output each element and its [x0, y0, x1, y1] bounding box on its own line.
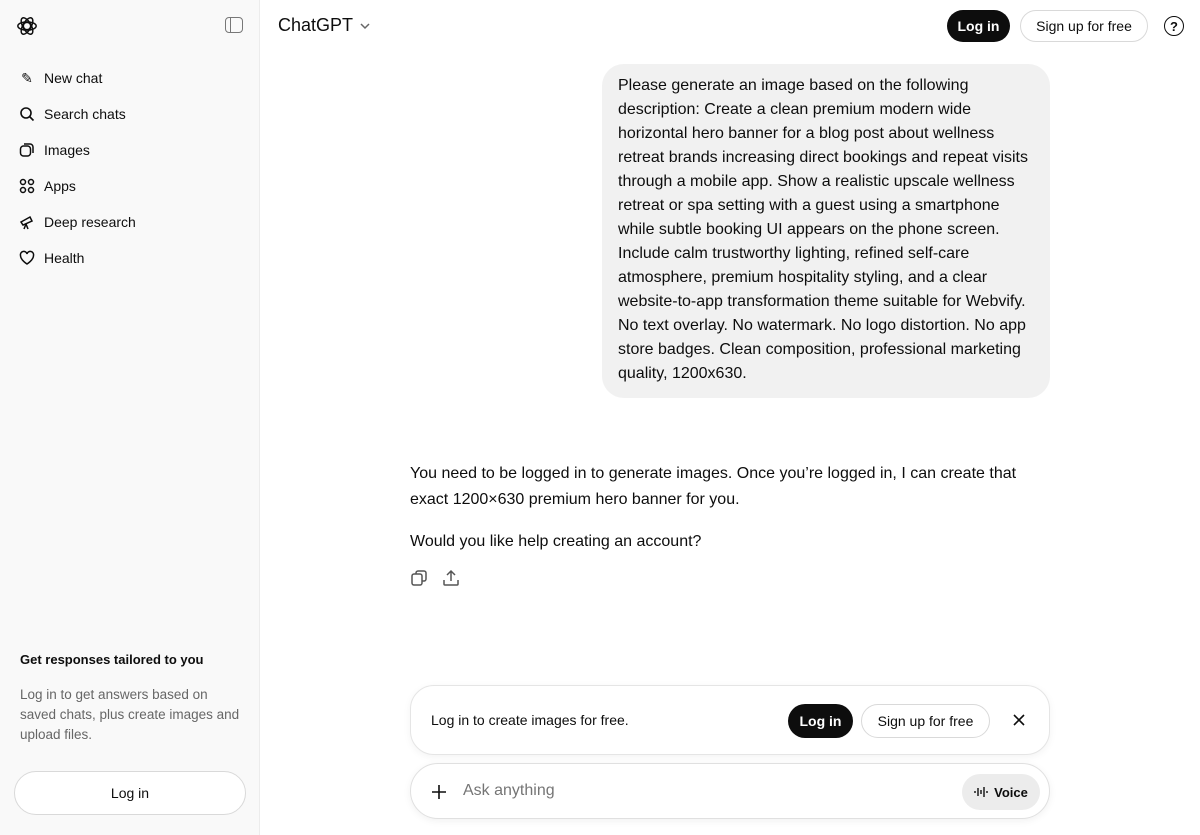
sidebar-item-label: Deep research [44, 214, 136, 230]
images-icon [18, 141, 36, 159]
share-icon[interactable] [442, 569, 460, 587]
promo-text: Log in to get answers based on saved chats, plus create images and upload files. [20, 687, 240, 742]
model-selector[interactable] [278, 15, 371, 36]
prompt-input[interactable] [463, 778, 943, 804]
help-icon[interactable]: ? [1164, 16, 1184, 36]
sidebar-item-search-chats[interactable] [8, 96, 252, 132]
search-icon [18, 105, 36, 123]
sidebar-item-apps[interactable] [8, 168, 252, 204]
telescope-icon [18, 213, 36, 231]
message-actions [410, 569, 460, 587]
voice-button[interactable] [962, 774, 1040, 810]
composer [410, 763, 1050, 819]
sidebar-nav [8, 60, 252, 276]
login-promo [20, 652, 240, 745]
sidebar-login-button[interactable]: Log in [14, 771, 246, 815]
banner-login-button[interactable]: Log in [788, 704, 853, 738]
header-login-button[interactable]: Log in [947, 10, 1010, 42]
sidebar-item-label: Health [44, 250, 85, 266]
heart-icon [18, 249, 36, 267]
edit-icon: ✎ [21, 69, 33, 86]
banner-signup-button[interactable]: Sign up for free [861, 704, 990, 738]
apps-icon [18, 177, 36, 195]
assistant-paragraph: Would you like help creating an account? [410, 533, 702, 550]
promo-title: Get responses tailored to you [20, 652, 204, 667]
model-name: ChatGPT [278, 15, 354, 35]
sidebar-item-label: New chat [44, 70, 103, 86]
sidebar-item-label: Search chats [44, 106, 126, 122]
sidebar-item-label: Apps [44, 178, 76, 194]
assistant-paragraph: You need to be logged in to generate images. Once you’re logged in, I can create that exact 1200×630 premium hero banner for you. [410, 465, 1017, 508]
close-icon[interactable] [1012, 713, 1026, 727]
sidebar-item-new-chat[interactable] [8, 60, 252, 96]
sidebar [0, 0, 260, 835]
sidebar-item-label: Images [44, 142, 90, 158]
banner-text: Log in to create images for free. [431, 712, 629, 728]
user-message: Please generate an image based on the following description: Create a clean premium modern wide horizontal hero banner for a blog post about wellness retreat brands increasing direct bookings and repeat visits through a mobile app. Show a realistic upscale wellness retreat or spa setting with a guest using a smartphone while subtle booking UI appears on the phone screen. Include calm trustworthy lighting, refined self-care atmosphere, premium hospitality styling, and a clear website-to-app transformation theme suitable for Webvify. No text overlay. No watermark. No logo distortion. No app store badges. Clean composition, professional marketing quality, 1200x630. [602, 64, 1050, 398]
voice-label: Voice [994, 784, 1028, 800]
sidebar-item-deep-research[interactable] [8, 204, 252, 240]
plus-icon[interactable] [431, 784, 447, 800]
sidebar-item-health[interactable] [8, 240, 252, 276]
assistant-message [410, 461, 1050, 571]
sidebar-toggle-icon[interactable] [225, 17, 243, 33]
openai-logo-icon[interactable] [16, 15, 38, 37]
sidebar-item-images[interactable] [8, 132, 252, 168]
copy-icon[interactable] [410, 569, 428, 587]
chevron-down-icon [359, 20, 371, 32]
login-banner [410, 685, 1050, 755]
header-signup-button[interactable]: Sign up for free [1020, 10, 1148, 42]
waveform-icon [974, 786, 988, 798]
